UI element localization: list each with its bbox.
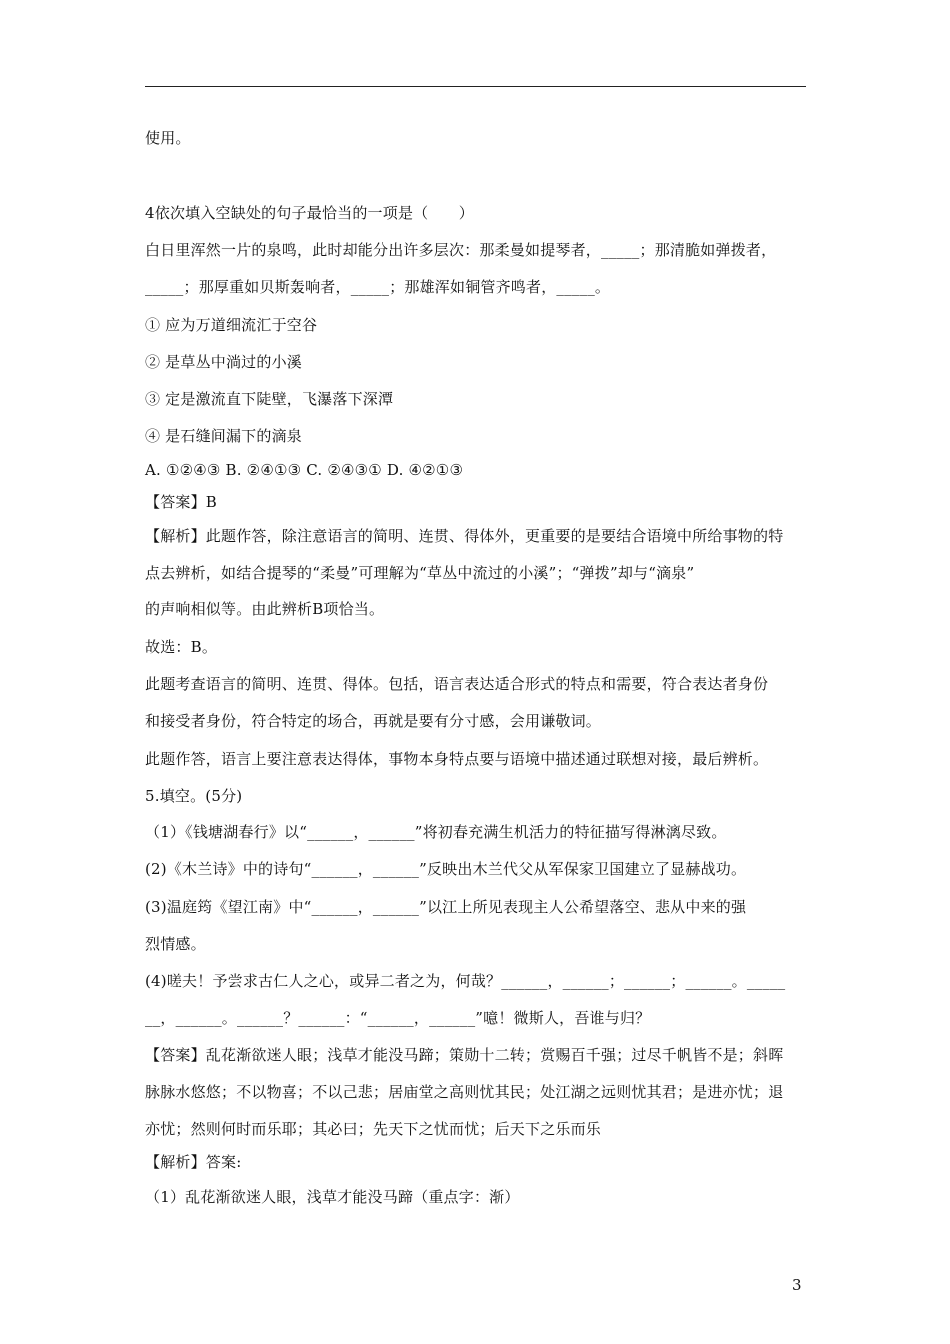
q4-item-1: ① 应为万道细流汇于空谷: [145, 316, 318, 334]
page-number: 3: [792, 1276, 802, 1294]
q4-tip: 此题作答，语言上要注意表达得体，事物本身特点要与语境中描述通过联想对接，最后辨析。: [145, 750, 769, 768]
q4-passage-line-2: _____；那厚重如贝斯轰响者，_____；那雄浑如铜管齐鸣者，_____。: [145, 278, 611, 296]
q5-answer-line-1: 【答案】乱花渐欲迷人眼；浅草才能没马蹄；策勋十二转；赏赐百千强；过尽千帆皆不是；斜晖: [145, 1046, 784, 1064]
q5-item-1: （1）《钱塘湖春行》以“______，______”将初春充满生机活力的特征描写得淋漓尽致。: [145, 823, 727, 841]
q5-answer-line-3: 亦忧；然则何时而乐耶；其必曰；先天下之忧而忧；后天下之乐而乐: [145, 1120, 602, 1138]
q4-comment-line-1: 此题考查语言的简明、连贯、得体。包括，语言表达适合形式的特点和需要，符合表达者身份: [145, 675, 769, 693]
header-rule: [145, 86, 806, 87]
q4-stem: 4依次填入空缺处的句子最恰当的一项是（ ）: [145, 204, 474, 222]
q4-analysis-line-3: 的声响相似等。由此辨析B项恰当。: [145, 600, 385, 618]
q4-analysis-line-1: 【解析】此题作答，除注意语言的简明、连贯、得体外，更重要的是要结合语境中所给事物的特: [145, 527, 784, 545]
q4-passage-line-1: 白日里浑然一片的泉鸣，此时却能分出许多层次：那柔曼如提琴者，_____；那清脆如弹拨者，: [145, 241, 777, 259]
q4-analysis-line-2: 点去辨析，如结合提琴的“柔曼”可理解为“草丛中流过的小溪”；“弹拨”却与“滴泉”: [145, 564, 695, 582]
q5-analysis-head: 【解析】答案:: [145, 1153, 242, 1171]
q5-item-3: (3)温庭筠《望江南》中“______，______”以江上所见表现主人公希望落空、悲从中来的强: [145, 898, 747, 916]
q5-stem: 5.填空。(5分): [145, 787, 243, 805]
q4-item-2: ② 是草丛中淌过的小溪: [145, 353, 302, 371]
q4-answer: 【答案】B: [145, 493, 218, 511]
q5-item-4-continued: __，______。______？______：“______，______”噫！微斯人，吾谁与归？: [145, 1009, 651, 1027]
q5-item-4: (4)嗟夫！予尝求古仁人之心，或异二者之为，何哉？______，______；______；______。_____: [145, 972, 786, 990]
q4-item-4: ④ 是石缝间漏下的滴泉: [145, 427, 302, 445]
q5-item-3-continued: 烈情感。: [145, 935, 206, 953]
q4-options: A. ①②④③ B. ②④①③ C. ②④③① D. ④②①③: [145, 461, 464, 479]
q4-choice: 故选：B。: [145, 638, 218, 656]
q4-item-3: ③ 定是激流直下陡壁，飞瀑落下深潭: [145, 390, 394, 408]
q5-analysis-item-1: （1）乱花渐欲迷人眼，浅草才能没马蹄（重点字：渐）: [145, 1188, 520, 1206]
carryover-text: 使用。: [145, 129, 191, 147]
q5-answer-line-2: 脉脉水悠悠；不以物喜；不以己悲；居庙堂之高则忧其民；处江湖之远则忧其君；是进亦忧；退: [145, 1083, 784, 1101]
q4-comment-line-2: 和接受者身份，符合特定的场合，再就是要有分寸感，会用谦敬词。: [145, 712, 602, 730]
q5-item-2: (2)《木兰诗》中的诗句“______，______”反映出木兰代父从军保家卫国建立了显赫战功。: [145, 860, 747, 878]
